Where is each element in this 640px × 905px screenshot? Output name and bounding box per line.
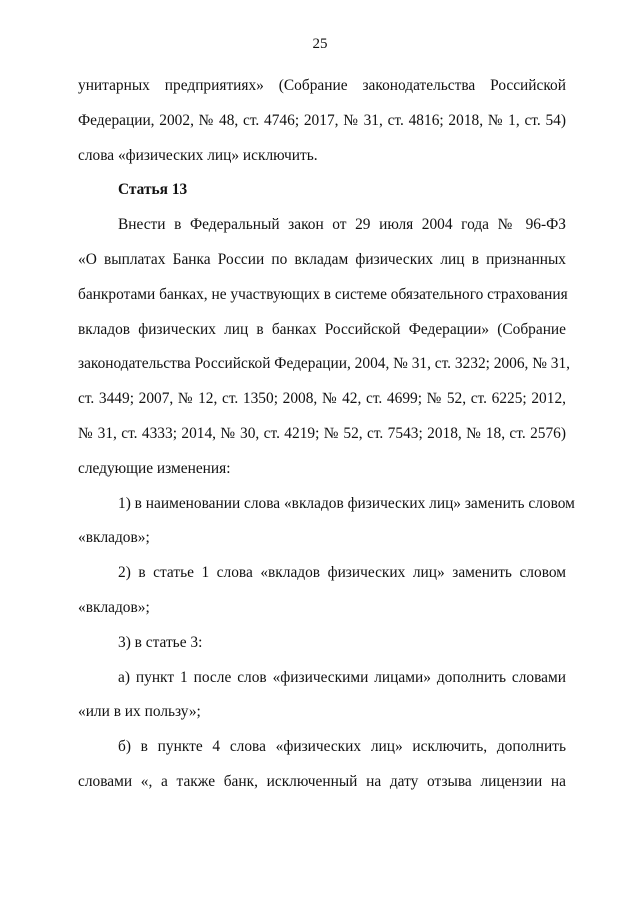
text-line: Федерации, 2002, № 48, ст. 4746; 2017, № 31, ст. 4816; 2018, № 1, ст. 54) bbox=[78, 111, 566, 129]
sub-item-b bbox=[78, 730, 566, 800]
document-body bbox=[78, 69, 575, 800]
text-line: вкладов физических лиц в банках Российской Федерации» (Собрание bbox=[78, 320, 566, 338]
text-line: унитарных предприятиях» (Собрание законодательства Российской bbox=[78, 77, 566, 94]
text-line: законодательства Российской Федерации, 2004, № 31, ст. 3232; 2006, № 31, bbox=[78, 355, 571, 373]
text-line: 3) в статье 3: bbox=[118, 633, 203, 651]
text-line: следующие изменения: bbox=[78, 459, 231, 477]
text-line: б) в пункте 4 слова «физических лиц» исключить, дополнить bbox=[118, 738, 566, 756]
text-line: «вкладов»; bbox=[78, 529, 150, 547]
text-line: 2) в статье 1 слова «вкладов физических лиц» заменить словом bbox=[118, 564, 566, 582]
article-heading bbox=[78, 173, 566, 208]
text-line: слова «физических лиц» исключить. bbox=[78, 146, 318, 164]
text-line: «О выплатах Банка России по вкладам физических лиц в признанных bbox=[78, 250, 566, 268]
list-item-3 bbox=[78, 626, 566, 661]
sub-item-a bbox=[78, 661, 566, 731]
page-number: 25 bbox=[312, 36, 328, 52]
text-line: банкротами банках, не участвующих в системе обязательного страхования bbox=[78, 285, 568, 303]
text-line: 1) в наименовании слова «вкладов физических лиц» заменить словом bbox=[118, 494, 575, 512]
text-line: ст. 3449; 2007, № 12, ст. 1350; 2008, № 42, ст. 4699; № 52, ст. 6225; 2012, bbox=[78, 390, 566, 408]
text-line: № 31, ст. 4333; 2014, № 30, ст. 4219; № 52, ст. 7543; 2018, № 18, ст. 2576) bbox=[78, 424, 566, 442]
text-line: Внести в Федеральный закон от 29 июля 2004 года № 96-ФЗ bbox=[118, 216, 566, 234]
text-line: «вкладов»; bbox=[78, 598, 150, 616]
paragraph-continuation bbox=[78, 69, 566, 173]
text-line: а) пункт 1 после слов «физическими лицами» дополнить словами bbox=[118, 668, 566, 686]
list-item-1 bbox=[78, 487, 575, 557]
paragraph-amendment-intro bbox=[78, 208, 571, 486]
list-item-2 bbox=[78, 556, 566, 626]
article-title: Статья 13 bbox=[118, 181, 188, 199]
text-line: «или в их пользу»; bbox=[78, 703, 201, 721]
text-line: словами «, а также банк, исключенный на дату отзыва лицензии на bbox=[78, 772, 566, 790]
